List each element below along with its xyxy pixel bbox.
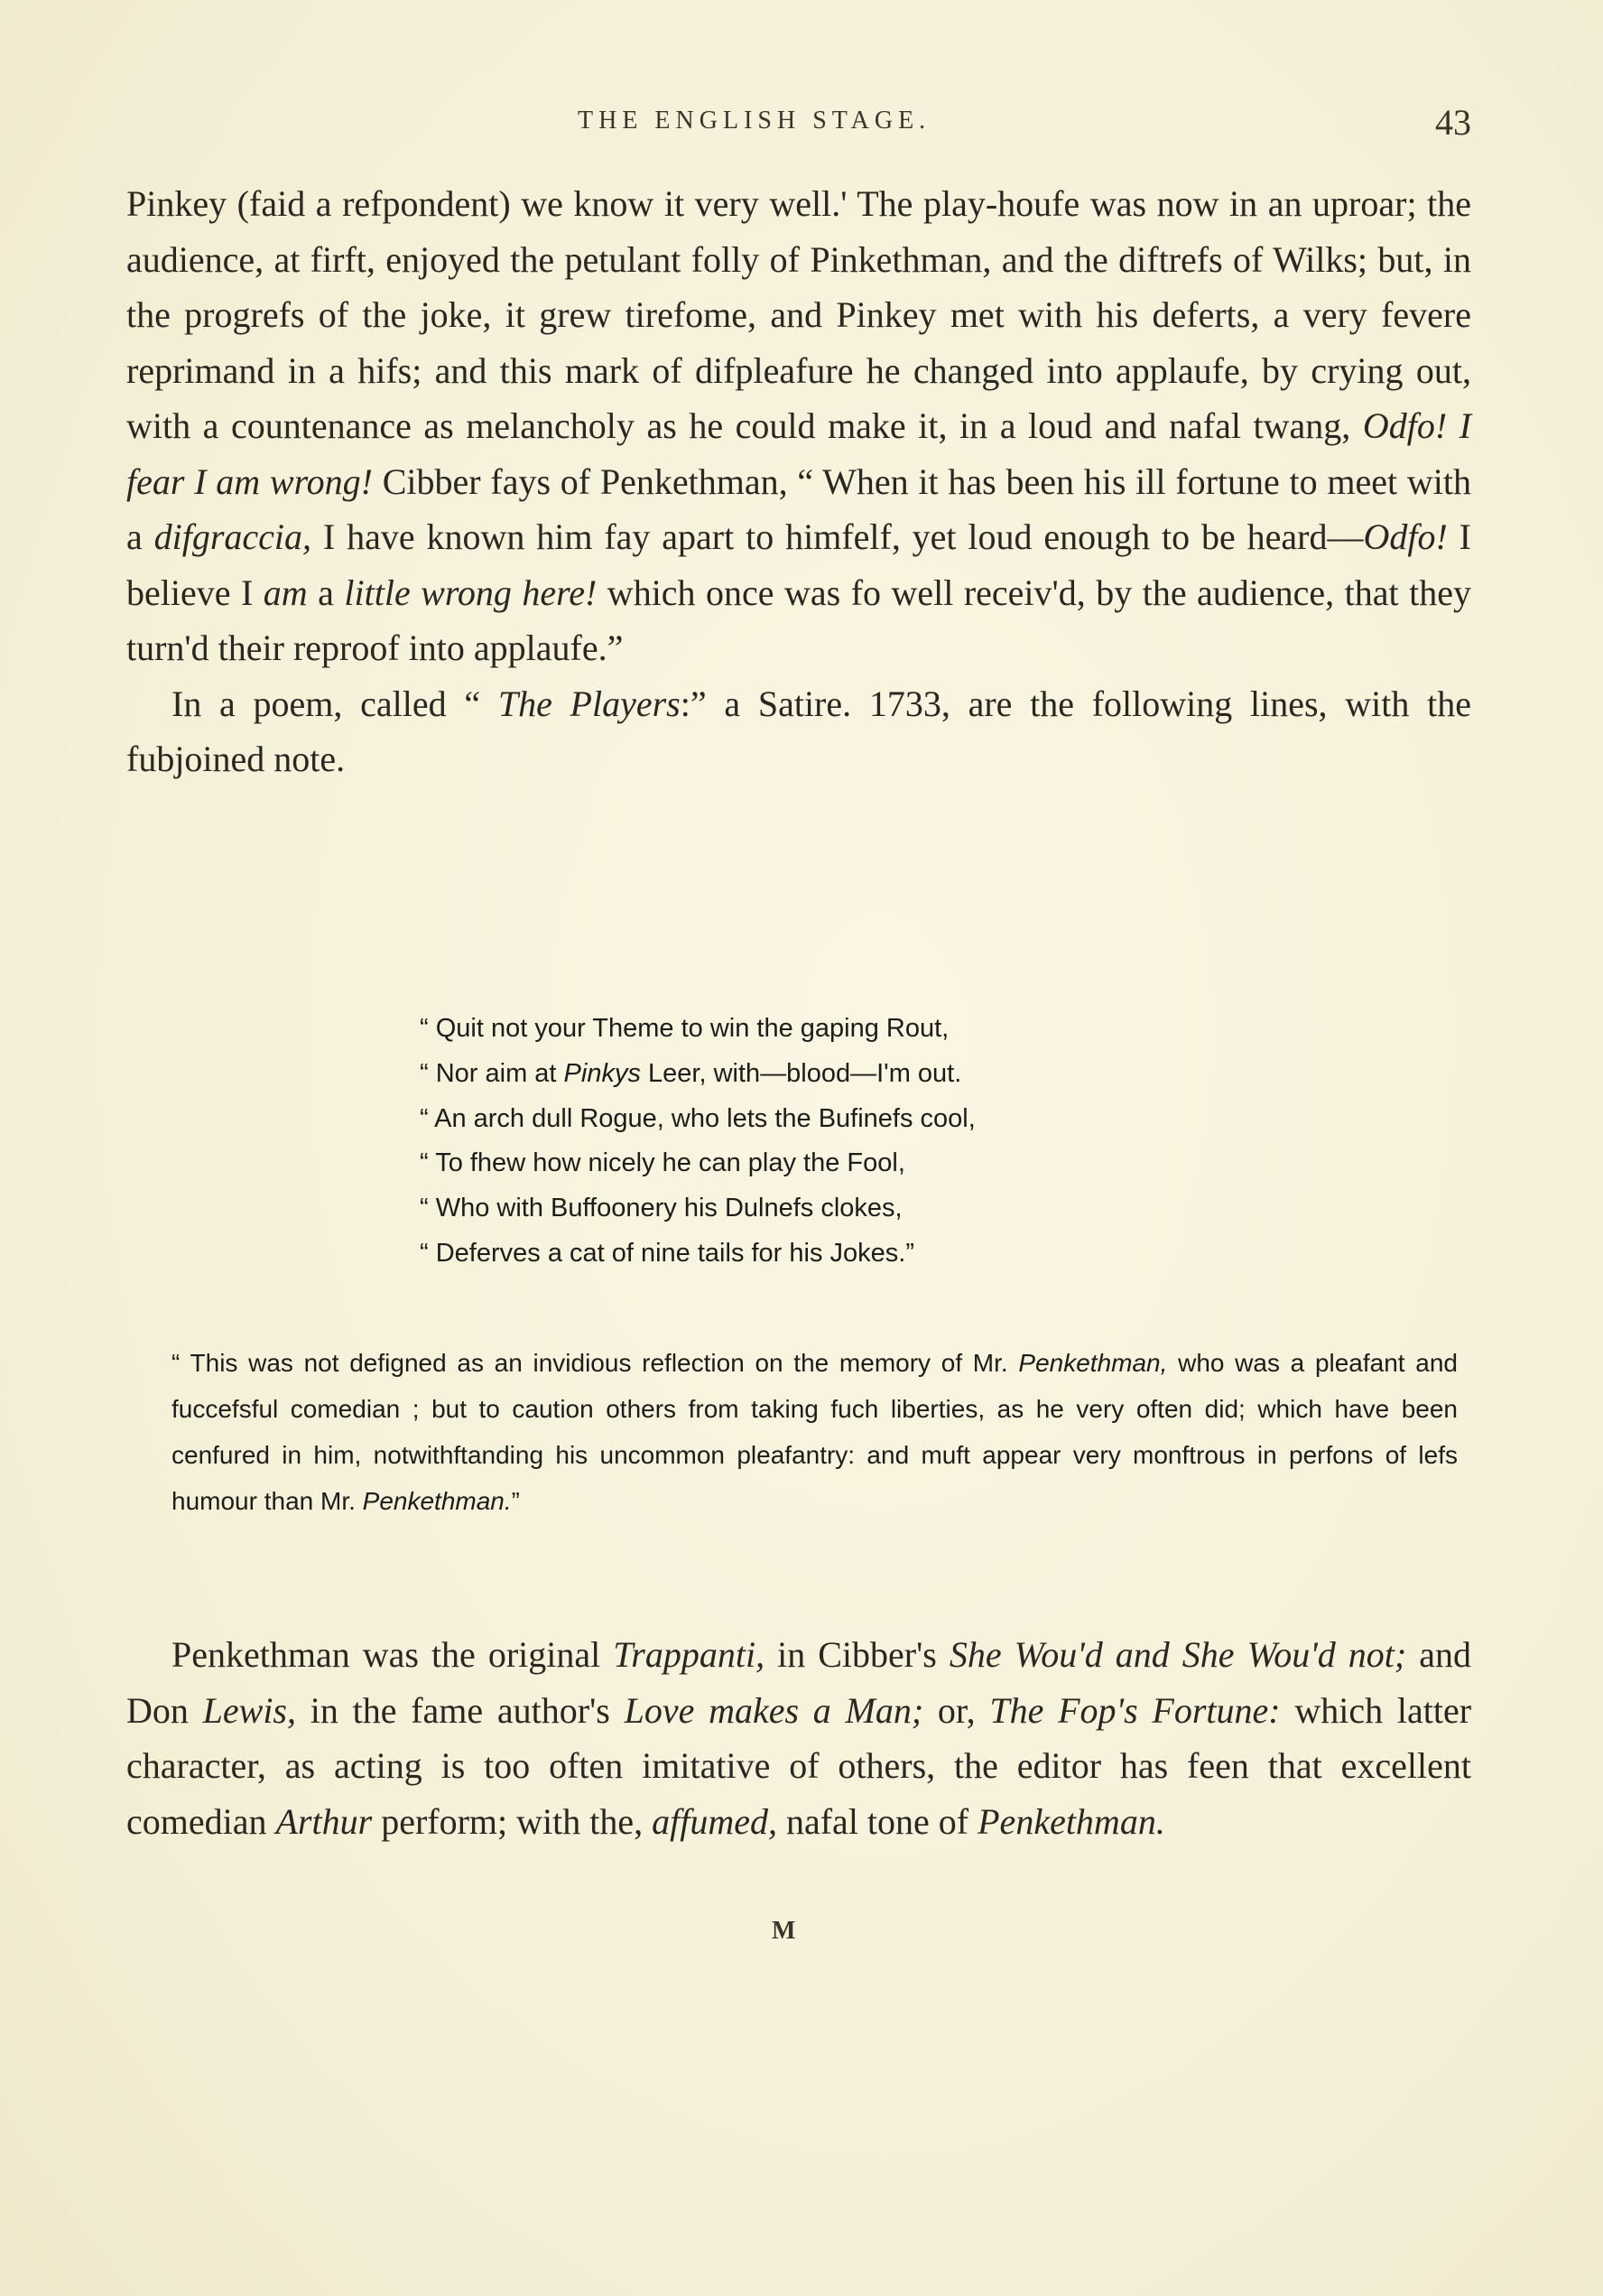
text-run: and Don [126,1634,1471,1731]
main-text-continued [126,1627,1471,1849]
italic-run: Penkethman. [978,1800,1165,1842]
text-run: which latter character, as acting is too often imitative of others, the editor has feen that excellent comedian [126,1689,1472,1842]
text-run: in the fame author's [296,1689,625,1731]
verse-quotation [420,1007,1214,1277]
text-run: I have known him fay apart to himfelf, yet loud enough to be heard— [311,516,1364,557]
signature-mark: M [772,1917,798,1945]
verse-line: “ Deferves a cat of nine tails for his Jokes.” [420,1238,914,1268]
text-run: In a poem, called “ [171,683,498,724]
verse-line [420,1052,1214,1097]
italic-run: Odfo! I fear I am wrong! [126,405,1472,502]
text-run: ” [511,1487,520,1515]
verse-line: “ An arch dull Rogue, who lets the Bufinefs cool, [420,1103,976,1133]
italic-run: Penkethman. [362,1487,512,1515]
italic-run: Penkethman, [1018,1349,1168,1377]
verse-line: “ Who with Buffoonery his Dulnefs clokes, [420,1194,903,1223]
text-run: which once was fo well receiv'd, by the audience, that they turn'd their reproof into applaufe.” [126,572,1471,668]
text-run: or, [923,1689,990,1731]
page-header [126,101,1471,146]
italic-run: The Fop's Fortune: [989,1689,1281,1731]
text-run: Pinkey (faid a refpondent) we know it very well.' The play-houfe was now in an uproar; the audience, at firft, enjoyed the petulant folly of Pinkethman, and the diftrefs of Wilks; but, in the progrefs of the joke, it grew tirefome, and Pinkey met with his deferts, a very fevere reprimand in a hifs; and this mark of difpleafure he changed into applaufe, by crying out, with a countenance as melancholy as he could make it, in a loud and nafal twang, [126,183,1471,446]
text-run: who was a pleafant and fuccefsful comedian ; but to caution others from taking fuch liberties, as he very often did; which have been cenfured in him, notwithftanding his uncommon pleafantry: and muft appear very monftrous in perfons of lefs humour than Mr. [171,1349,1459,1515]
italic-run: Pinkys [563,1058,641,1088]
text-run: Leer, with—blood—I'm out. [640,1058,962,1088]
italic-run: Arthur [275,1800,373,1842]
text-run: Penkethman was the original [171,1634,614,1675]
paragraph-3 [126,1627,1471,1849]
text-run: “ Nor aim at [420,1058,564,1088]
text-run: I believe I [126,516,1471,613]
verse-line: “ Quit not your Theme to win the gaping Rout, [420,1014,950,1043]
text-run: “ This was not defigned as an invidious reflection on the memory of Mr. [171,1349,1019,1377]
italic-run: difgraccia, [153,516,312,557]
text-run: a [307,572,345,613]
italic-run: am [263,572,308,613]
main-text [126,176,1471,787]
text-run: :” a Satire. 1733, are the following lines, with the fubjoined note. [126,683,1471,779]
verse-line: “ To fhew how nicely he can play the Fool, [420,1148,905,1178]
italic-run: Lewis, [202,1689,296,1731]
paragraph-1 [126,176,1471,676]
text-run: nafal tone of [776,1800,978,1842]
text-run: in Cibber's [764,1634,950,1675]
italic-run: The Players [497,683,681,724]
text-run: Cibber fays of Penkethman, “ When it has been his ill fortune to meet with a [126,460,1471,557]
footnote [171,1340,1458,1524]
italic-run: Trappanti, [613,1634,765,1675]
italic-run: Odfo! [1363,516,1448,557]
running-title: THE ENGLISH STAGE. [578,107,931,135]
paragraph-2 [126,676,1471,787]
text-run: perform; with the, [372,1800,653,1842]
italic-run: little wrong here! [344,572,598,613]
italic-run: She Wou'd and She Wou'd not; [949,1634,1407,1675]
italic-run: Love makes a Man; [624,1689,924,1731]
italic-run: affumed, [652,1800,777,1842]
page-number: 43 [1435,102,1471,143]
